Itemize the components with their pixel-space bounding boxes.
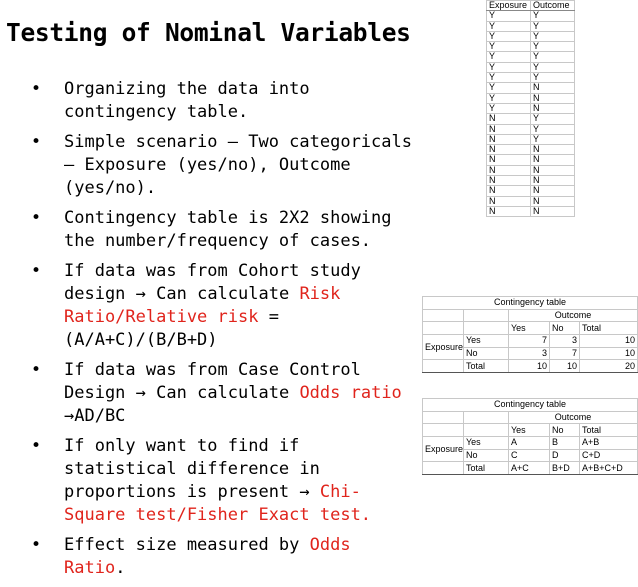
row-label: No	[464, 449, 509, 462]
table-cell: N	[487, 206, 531, 216]
table-caption: Contingency table	[423, 297, 638, 310]
bullet-item: • Contingency table is 2X2 showing the number/frequency of cases.	[31, 208, 392, 251]
highlight-term: Odds Ratio	[64, 535, 351, 578]
table-cell: B	[550, 436, 580, 449]
bullet-item: • Simple scenario – Two categoricals – Exposure (yes/no), Outcome (yes/no).	[31, 132, 412, 198]
table-cell: 20	[580, 360, 638, 373]
table-cell: N	[487, 165, 531, 175]
table-cell: Y	[487, 31, 531, 41]
table-cell: C	[509, 449, 550, 462]
table-cell: 10	[580, 334, 638, 347]
arrow-icon: →	[135, 383, 146, 403]
table-row	[487, 52, 575, 62]
table-cell: N	[531, 155, 575, 165]
bullet-dot-icon: •	[31, 79, 42, 99]
table-cell: N	[531, 206, 575, 216]
table-cell: 7	[509, 334, 550, 347]
table-cell: A+B+C+D	[580, 462, 638, 475]
bullet-item: • Organizing the data into contingency table.	[31, 79, 310, 122]
table-cell: Y	[487, 93, 531, 103]
table-cell: N	[487, 155, 531, 165]
arrow-icon: →	[135, 284, 146, 304]
row-group-label: Exposure	[423, 334, 464, 359]
table-row	[487, 165, 575, 175]
table-cell: Y	[531, 52, 575, 62]
contingency-table-letters	[422, 398, 638, 475]
highlight-term: Chi-Square test/Fisher Exact test.	[64, 482, 372, 525]
slide-title: Testing of Nominal Variables	[6, 18, 411, 47]
table-cell: Y	[531, 21, 575, 31]
table-row	[487, 21, 575, 31]
table-cell: 10	[580, 347, 638, 360]
table-cell: Y	[487, 52, 531, 62]
table-cell: 3	[509, 347, 550, 360]
table-cell: Y	[531, 73, 575, 83]
column-header: Total	[580, 424, 638, 437]
column-header: No	[550, 322, 580, 335]
table-cell: Y	[487, 11, 531, 21]
table-cell: N	[487, 124, 531, 134]
bullet-dot-icon: •	[31, 360, 42, 380]
table-cell: B+D	[550, 462, 580, 475]
bullet-item: • If data was from Case Control Design → Can calculate Odds ratio →AD/BC	[31, 360, 402, 426]
bullet-item: • If data was from Cohort study design → Can calculate Risk Ratio/Relative risk = (A/A+C)/(B/B+D)	[31, 261, 361, 350]
table-cell: 7	[550, 347, 580, 360]
table-row	[487, 83, 575, 93]
column-header: Yes	[509, 424, 550, 437]
column-header: Yes	[509, 322, 550, 335]
table-row	[487, 114, 575, 124]
table-cell: N	[487, 186, 531, 196]
highlight-term: Odds ratio	[299, 383, 402, 403]
table-cell: C+D	[580, 449, 638, 462]
bullet-dot-icon: •	[31, 261, 42, 281]
table-cell: N	[531, 176, 575, 186]
column-header: Total	[580, 322, 638, 335]
contingency-table-counts	[422, 296, 638, 373]
row-group-label: Exposure	[423, 436, 464, 461]
table-row	[487, 176, 575, 186]
row-label: Total	[464, 462, 509, 475]
bullet-item: • If only want to find if statistical difference in proportions is present → Chi-Square test/Fisher Exact test.	[31, 436, 372, 525]
bullet-list	[28, 78, 420, 587]
table-cell: Y	[487, 73, 531, 83]
bullet-dot-icon: •	[31, 436, 42, 456]
table-cell: N	[531, 93, 575, 103]
table-row	[487, 103, 575, 113]
table-cell: N	[487, 134, 531, 144]
table-row	[487, 196, 575, 206]
table-cell: Y	[531, 134, 575, 144]
table-cell: N	[531, 165, 575, 175]
bullet-dot-icon: •	[31, 132, 42, 152]
table-cell: Y	[531, 42, 575, 52]
table-row	[487, 31, 575, 41]
table-row	[487, 145, 575, 155]
table-row	[487, 73, 575, 83]
outcome-label: Outcome	[509, 411, 638, 424]
row-label: Yes	[464, 436, 509, 449]
table-cell: A+B	[580, 436, 638, 449]
table-cell: A	[509, 436, 550, 449]
table-cell: Y	[487, 83, 531, 93]
table-cell: Y	[531, 62, 575, 72]
row-label: Total	[464, 360, 509, 373]
table-cell: Y	[487, 21, 531, 31]
table-cell: N	[487, 145, 531, 155]
bullet-dot-icon: •	[31, 535, 42, 555]
table-row	[487, 134, 575, 144]
row-label: Yes	[464, 334, 509, 347]
column-header: Outcome	[531, 1, 575, 11]
table-cell: N	[531, 196, 575, 206]
table-cell: A+C	[509, 462, 550, 475]
table-cell: N	[487, 114, 531, 124]
table-row	[487, 206, 575, 216]
table-caption: Contingency table	[423, 399, 638, 412]
row-label: No	[464, 347, 509, 360]
table-row	[487, 11, 575, 21]
arrow-icon: →	[299, 482, 310, 502]
table-cell: Y	[487, 42, 531, 52]
table-cell: N	[531, 83, 575, 93]
table-cell: Y	[487, 62, 531, 72]
table-row	[487, 93, 575, 103]
column-header: No	[550, 424, 580, 437]
bullet-dot-icon: •	[31, 208, 42, 228]
table-row	[487, 42, 575, 52]
table-cell: N	[531, 145, 575, 155]
table-cell: 3	[550, 334, 580, 347]
highlight-term: Risk Ratio/Relative risk	[64, 284, 341, 327]
table-cell: N	[531, 103, 575, 113]
table-cell: Y	[531, 114, 575, 124]
table-row	[487, 186, 575, 196]
bullet-item: • Effect size measured by Odds Ratio.	[31, 535, 351, 578]
table-cell: N	[487, 196, 531, 206]
table-cell: 10	[509, 360, 550, 373]
table-cell: Y	[531, 124, 575, 134]
table-cell: Y	[487, 103, 531, 113]
table-cell: N	[487, 176, 531, 186]
table-cell: Y	[531, 11, 575, 21]
table-row	[487, 62, 575, 72]
table-row	[487, 124, 575, 134]
table-cell: Y	[531, 31, 575, 41]
table-cell: 10	[550, 360, 580, 373]
table-cell: N	[531, 186, 575, 196]
outcome-label: Outcome	[509, 309, 638, 322]
column-header: Exposure	[487, 1, 531, 11]
table-row	[487, 155, 575, 165]
raw-data-table	[486, 0, 575, 217]
table-cell: D	[550, 449, 580, 462]
